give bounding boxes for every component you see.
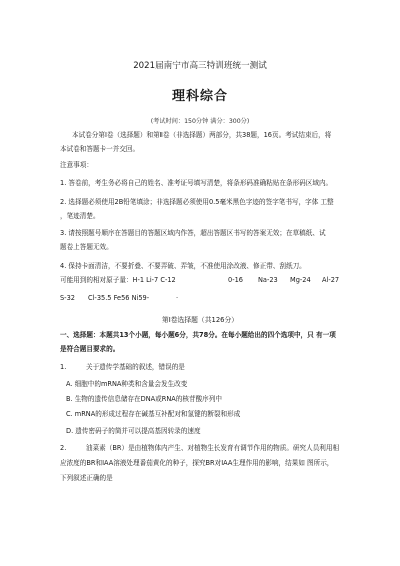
stray-dot: · [176,294,179,302]
q1-option-d: D. 遗传密码子的简并可以提高基因转录的速度 [66,427,201,435]
section-instruction-2: 是符合题目要求的。 [60,345,120,353]
q1-option-a: A. 细胞中的mRNA种类和含量会发生改变 [66,380,188,388]
q2-line-1: 油菜素（BR）是由植物体内产生、对植物生长发育有调节作用的物质。研究人员利用相 [86,444,340,452]
intro-line-1: 本试卷分第Ⅰ卷（选择题）和第Ⅱ卷（非选择题）两部分，共38题，16页。考试结束后，将 [72,131,332,139]
section-title: 第Ⅰ卷选择题（共126分） [161,316,239,324]
q1-option-c: C. mRNA的形成过程存在碱基互补配对和氢键的断裂和形成 [66,410,241,418]
notice-item-3: 3. 请按照题号顺序在答题目的答题区域内作答，超出答题区书写的答案无效；在草稿纸、试 [60,229,326,237]
notice-item-3-cont: 题卷上答题无效。 [60,243,113,251]
section-instruction-1: 一、选择题：本题共13个小题，每小题6分，共78分。在每小题给出的四个选项中，只 有一项 [60,331,336,339]
q2-line-3: 下列叙述正确的是 [60,474,113,482]
q1-number: 1. [60,363,67,371]
atomic-mass-mg: Mg-24 [290,276,311,284]
q2-number: 2. [60,444,67,452]
atomic-mass-al: Al-27 [322,276,340,284]
notice-item-4: 4. 保持卡面清洁，不要折叠、不要弄破、弄皱，不准使用涂改液、修正带、刮纸刀。 [60,262,306,270]
intro-line-2: 本试卷和答题卡一并交回。 [60,145,140,153]
notice-item-2: 2. 选择题必须使用2B铅笔填涂；非选择题必须使用0.5毫米黑色字迹的签字笔书写，字体 工整 [60,198,334,206]
atomic-mass-label: 可能用到的相对原子量：H-1 Li-7 C-12 [60,276,176,284]
q1-option-b: B. 生物的遗传信息储存在DNA或RNA的核苷酸序列中 [66,395,222,403]
atomic-mass-cl-fe-ni: Cl-35.5 Fe56 Ni59- [88,294,150,302]
notice-title: 注意事项： [60,161,93,169]
exam-time-note: (考试时间：150分钟 满分：300分) [150,118,250,125]
q1-stem: 关于遗传学基础的叙述，错误的是 [86,363,185,371]
notice-item-2-cont: ，笔迹清楚。 [60,212,100,220]
q2-line-2: 应浓度的BR和IAA溶液处理番茄黄化的种子，探究BR对IAA生理作用的影响，结果如 图所示， [60,459,334,467]
subject-title: 理科综合 [171,89,228,104]
notice-item-1: 1. 答卷前，考生务必将自己的姓名、准考证号填写清楚，将条形码准确粘贴在条形码区域内。 [60,179,333,187]
atomic-mass-na: Na-23 [258,276,278,284]
atomic-mass-o: 0-16 [228,276,243,284]
exam-title: 2021届南宁市高三特训班统一测试 [133,61,267,71]
atomic-mass-s: S-32 [60,294,75,302]
